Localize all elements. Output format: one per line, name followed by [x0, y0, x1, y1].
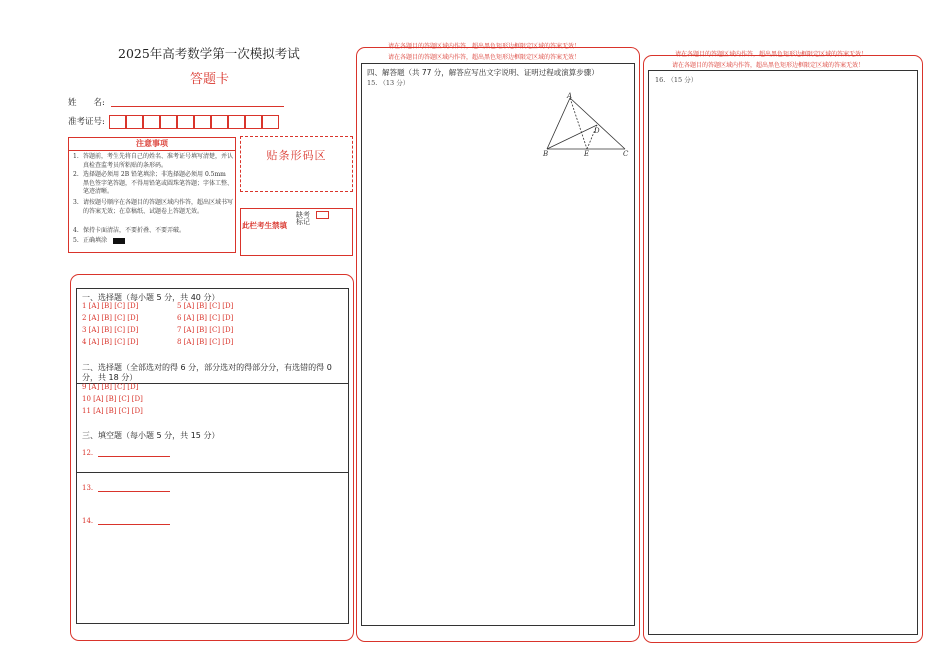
figure-label-c: C	[623, 150, 629, 158]
notice-item	[73, 153, 233, 170]
exam-title: 2025年高考数学第一次模拟考试	[118, 46, 300, 61]
notice-item-num: 5.	[73, 237, 79, 244]
fill-blank-number: 14.	[82, 517, 94, 525]
boundary-warning: 请在各题目的答题区域内作答，超出黑色矩形边框限定区域的答案无效！	[388, 43, 581, 50]
notice-item-text: 请按题号顺序在各题目的答题区域内作答，超出区域书写的答案无效；在草稿纸、试题卷上答题无效。	[83, 199, 234, 215]
section-4-title: 四、解答题（共 77 分，解答应写出文字说明、证明过程或演算步骤）	[367, 68, 599, 77]
figure-edge-ab	[547, 98, 570, 149]
exam-id-box[interactable]	[160, 115, 177, 129]
notice-item-num: 4.	[73, 227, 79, 234]
section-divider	[76, 472, 349, 473]
filled-sample-mark	[113, 238, 125, 244]
figure-edge-bd	[547, 125, 597, 149]
absent-mark-label: 缺考标记	[296, 211, 310, 226]
figure-label-b: B	[543, 150, 549, 158]
absent-section-label: 此栏考生禁填	[242, 221, 287, 230]
choice-row[interactable]: 11 [A] [B] [C] [D]	[82, 407, 143, 415]
exam-id-label: 准考证号:	[68, 117, 105, 127]
choice-row[interactable]: 9 [A] [B] [C] [D]	[82, 383, 139, 391]
exam-id-box[interactable]	[143, 115, 160, 129]
exam-id-box[interactable]	[126, 115, 143, 129]
notice-item-num: 1.	[73, 153, 79, 160]
notice-item	[73, 237, 233, 246]
notice-title: 注意事项	[69, 138, 235, 151]
figure-label-d: D	[594, 127, 600, 135]
figure-label-a: A	[567, 92, 573, 100]
choice-row[interactable]: 6 [A] [B] [C] [D]	[177, 314, 234, 322]
section-3-title: 三、填空题（每小题 5 分，共 15 分）	[82, 431, 220, 440]
section-2-title: 二、选择题（全部选对的得 6 分，部分选对的得部分分，有选错的得 0 分，共 18 分）	[82, 363, 332, 382]
question-15-label: 15. （13 分）	[367, 79, 410, 87]
exam-id-box[interactable]	[211, 115, 228, 129]
notice-item-text: 正确填涂	[83, 237, 108, 244]
boundary-warning: 请在各题目的答题区域内作答，超出黑色矩形边框限定区域的答案无效！	[675, 51, 868, 58]
choice-row[interactable]: 3 [A] [B] [C] [D]	[82, 326, 139, 334]
choice-row[interactable]: 7 [A] [B] [C] [D]	[177, 326, 234, 334]
exam-id-box[interactable]	[262, 115, 279, 129]
fill-blank-13[interactable]	[82, 484, 170, 492]
notice-box	[68, 137, 236, 253]
choice-row[interactable]: 2 [A] [B] [C] [D]	[82, 314, 139, 322]
notice-item	[73, 171, 233, 197]
boundary-warning: 请在各题目的答题区域内作答，超出黑色矩形边框限定区域的答案无效！	[672, 62, 865, 69]
notice-item-text: 答题前，考生先将自己的姓名、准考证号填写清楚，并认真检查监考员所粘贴的条形码。	[83, 153, 234, 169]
fill-blank-14[interactable]	[82, 517, 170, 525]
fill-blank-12[interactable]	[82, 449, 170, 457]
triangle-figure	[535, 92, 635, 162]
question-16-label: 16. （15 分）	[655, 76, 698, 84]
exam-id-box[interactable]	[194, 115, 211, 129]
choice-row[interactable]: 10 [A] [B] [C] [D]	[82, 395, 143, 403]
section-1-title: 一、选择题（每小题 5 分，共 40 分）	[82, 293, 220, 302]
card-title: 答题卡	[190, 72, 230, 87]
figure-edge-ac	[570, 98, 625, 149]
exam-id-box[interactable]	[228, 115, 245, 129]
choice-row[interactable]: 8 [A] [B] [C] [D]	[177, 338, 234, 346]
absent-section	[240, 208, 353, 256]
fill-blank-number: 12.	[82, 449, 94, 457]
exam-id-box[interactable]	[109, 115, 126, 129]
exam-id-box[interactable]	[245, 115, 262, 129]
barcode-label: 贴条形码区	[266, 149, 327, 162]
choice-row[interactable]: 5 [A] [B] [C] [D]	[177, 302, 234, 310]
choice-row[interactable]: 1 [A] [B] [C] [D]	[82, 302, 139, 310]
name-input-line[interactable]	[111, 106, 284, 107]
absent-mark-box[interactable]	[316, 211, 329, 219]
exam-id-box[interactable]	[177, 115, 194, 129]
notice-item-num: 3.	[73, 199, 79, 206]
notice-item-text: 选择题必须用 2B 铅笔填涂；非选择题必须用 0.5mm 黑色签字笔答题，不得用铅笔或圆珠笔答题；字体工整、笔迹清晰。	[83, 171, 234, 196]
question-16-frame[interactable]	[648, 70, 918, 635]
figure-label-e: E	[584, 150, 590, 158]
boundary-warning: 请在各题目的答题区域内作答，超出黑色矩形边框限定区域的答案无效！	[388, 54, 581, 61]
barcode-area	[240, 136, 353, 192]
notice-item-text: 保持卡面清洁，不要折叠、不要弄破。	[83, 227, 186, 234]
fill-blank-number: 13.	[82, 484, 94, 492]
choice-row[interactable]: 4 [A] [B] [C] [D]	[82, 338, 139, 346]
notice-item-num: 2.	[73, 171, 79, 178]
notice-item	[73, 227, 233, 236]
name-label: 姓 名:	[68, 98, 105, 108]
notice-item	[73, 199, 233, 216]
